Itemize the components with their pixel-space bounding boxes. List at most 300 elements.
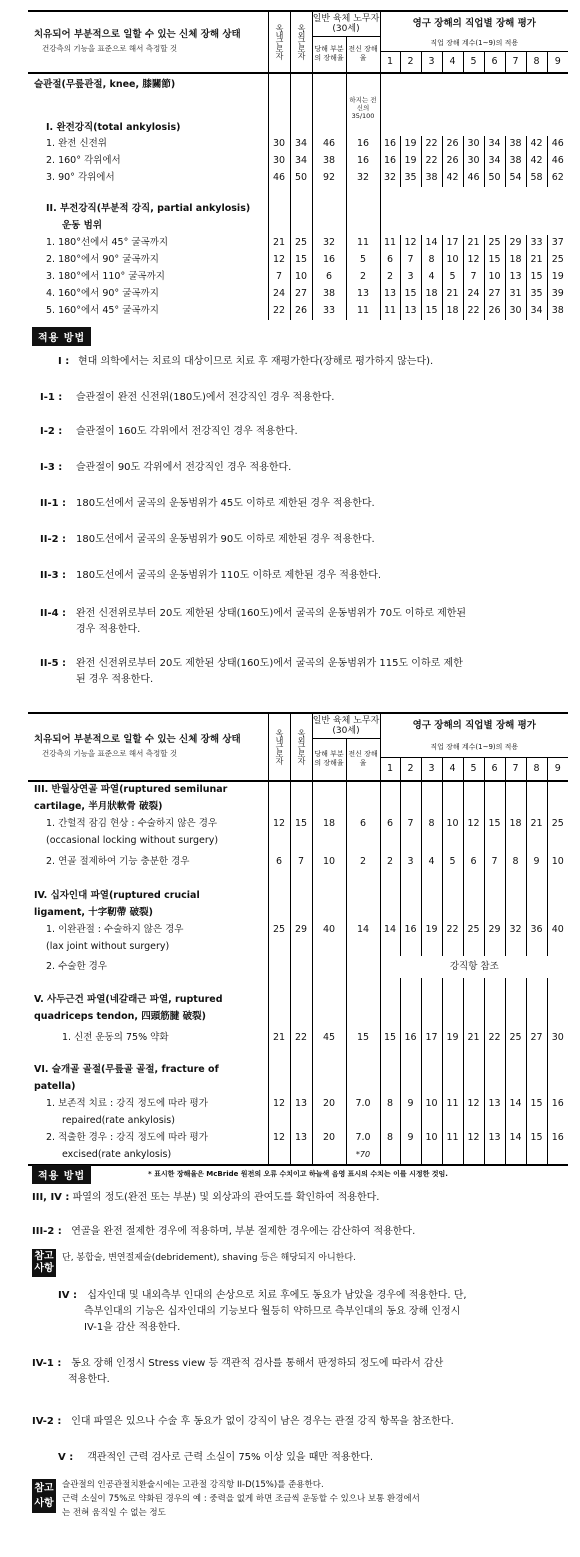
cell-empty [268, 833, 290, 850]
item-key: IV-2 : [32, 1416, 62, 1427]
cell-partial: 45 [312, 1026, 346, 1050]
cell-grade: 15 [526, 269, 547, 286]
cell-indoor: 30 [268, 136, 290, 153]
cell-empty [380, 833, 400, 850]
method1-item [40, 460, 568, 476]
row-label: 2. 적출한 경우 : 강직 정도에 따라 평가 [28, 1130, 268, 1147]
cell-empty [346, 833, 380, 850]
cell-empty [290, 1009, 312, 1026]
cell-empty [400, 1079, 421, 1096]
cell-empty [442, 992, 463, 1009]
item-text-cont: 적용한다. [68, 1374, 110, 1385]
cell-indoor: 25 [268, 922, 290, 939]
cell-whole: 2 [346, 850, 380, 874]
cell-indoor: 12 [268, 1130, 290, 1147]
cell-grade: 13 [505, 269, 526, 286]
cell-grade: 30 [505, 303, 526, 320]
cell-grade: 46 [547, 153, 568, 170]
cell-empty [290, 781, 312, 799]
cell-empty [400, 1062, 421, 1079]
cell-empty [547, 939, 568, 956]
cell-empty [380, 1050, 400, 1062]
cell-outdoor: 15 [290, 252, 312, 269]
row-label [28, 874, 268, 888]
cell-empty [442, 1009, 463, 1026]
item-text: 객관적인 근력 검사로 근력 소실이 75% 이상 있을 때만 적용한다. [87, 1452, 374, 1463]
cell-outdoor: 29 [290, 922, 312, 939]
cell-whole: 5 [346, 252, 380, 269]
table-row [28, 888, 568, 905]
footnote: * 표시한 장해율은 McBride 원전의 오류 수치이고 하늘색 음영 표시의 수치는 이를 시정한 것임. [148, 1170, 448, 1178]
cell-empty [526, 1062, 547, 1079]
cell-empty [400, 1050, 421, 1062]
row-label: 4. 160°에서 90° 굴곡까지 [28, 286, 268, 303]
cell-empty [547, 799, 568, 816]
cell-grade: 26 [442, 136, 463, 153]
cell-grade: 62 [547, 170, 568, 187]
column-subtitle: 건강측의 기능을 표준으로 해서 측정할 것 [42, 43, 178, 53]
cell-grade: 16 [383, 155, 397, 166]
cell-grade: 10 [547, 850, 568, 874]
cell-empty [463, 1050, 484, 1062]
cell-empty [400, 905, 421, 922]
cell-empty [290, 1147, 312, 1165]
table-row [28, 170, 568, 187]
cell-empty [312, 1050, 346, 1062]
method1-item [58, 354, 580, 370]
cell-empty [463, 874, 484, 888]
whole-rate-header: 전신 장해율 [346, 37, 380, 73]
cell-empty [421, 905, 442, 922]
table-row [28, 956, 568, 978]
method1-item [40, 496, 568, 512]
cell-empty [421, 1062, 442, 1079]
cell-empty [346, 956, 380, 978]
cell-grade: 42 [442, 170, 463, 187]
indoor-worker-header: 옥내근로자 [268, 11, 290, 73]
cell-grade: 22 [442, 922, 463, 939]
cell-partial: 20 [312, 1096, 346, 1113]
cell-grade: 21 [463, 1026, 484, 1050]
cell-grade: 46 [547, 136, 568, 153]
cell-grade: 25 [547, 816, 568, 833]
general-laborer-header: 일반 육체 노무자(30세) [312, 11, 380, 37]
cell-empty [442, 1062, 463, 1079]
grade-header: 9 [547, 757, 568, 781]
cell-empty [268, 978, 290, 992]
item-text: 슬관절이 완전 신전위(180도)에서 전강직인 경우 적용한다. [76, 392, 335, 403]
table-row [28, 286, 568, 303]
cell-empty [312, 799, 346, 816]
cell-empty [463, 781, 484, 799]
cell-whole: 11 [346, 303, 380, 320]
cell-empty [290, 1079, 312, 1096]
cell-empty [268, 888, 290, 905]
cell-grade: 13 [383, 288, 397, 299]
cell-empty [268, 939, 290, 956]
cell-empty [505, 781, 526, 799]
cell-empty [421, 1113, 442, 1130]
table-row [28, 153, 568, 170]
cell-empty [505, 1147, 526, 1165]
cell-empty [484, 1113, 505, 1130]
cell-grade: 26 [442, 153, 463, 170]
cell-empty [421, 833, 442, 850]
cell-grade: 36 [526, 922, 547, 939]
cell-empty [526, 833, 547, 850]
cell-grade: 13 [484, 1096, 505, 1113]
group-title: I. 완전강직(total ankylosis) [28, 96, 268, 136]
cell-empty [505, 1079, 526, 1096]
cell-empty [547, 781, 568, 799]
cell-empty [526, 992, 547, 1009]
cell-grade: 12 [463, 816, 484, 833]
cell-grade: 24 [463, 286, 484, 303]
item-text-cont: 경우 적용한다. [76, 624, 141, 635]
cell-empty [268, 956, 290, 978]
cell-indoor: 6 [268, 850, 290, 874]
whole-rate-header: 전신 장해율 [346, 739, 380, 781]
cell-empty [312, 1113, 346, 1130]
cell-partial: 20 [312, 1130, 346, 1147]
cell-empty [484, 799, 505, 816]
cell-empty [346, 978, 380, 992]
cell-empty [505, 939, 526, 956]
grade-header: 3 [421, 757, 442, 781]
item-text: 동요 장해 인정시 Stress view 등 객관적 검사를 통해서 판정하되 정도에 따라서 감산 [71, 1358, 444, 1369]
cell-grade: 38 [505, 136, 526, 153]
cell-grade: 27 [526, 1026, 547, 1050]
cell-grade: 6 [386, 254, 394, 265]
cell-grade: 9 [400, 1130, 421, 1147]
cell-grade: 6 [463, 850, 484, 874]
table-row [28, 269, 568, 286]
row-label: 2. 180°에서 90° 굴곡까지 [28, 252, 268, 269]
cell-empty [526, 939, 547, 956]
cell-grade: 37 [547, 235, 568, 252]
cell-empty [268, 1062, 290, 1079]
cell-grade: 40 [547, 922, 568, 939]
cell-grade: 13 [484, 1130, 505, 1147]
cell-empty [526, 978, 547, 992]
cell-grade: 38 [547, 303, 568, 320]
cell-whole: 16 [346, 153, 380, 170]
item-text: 180도선에서 굴곡의 운동범위가 45도 이하로 제한된 경우 적용한다. [76, 498, 375, 509]
cell-empty [442, 799, 463, 816]
method-badge: 적용 방법 [32, 1165, 91, 1184]
cell-empty [346, 888, 380, 905]
cell-grade: 13 [400, 303, 421, 320]
item-text: 슬관절이 160도 각위에서 전강직인 경우 적용한다. [76, 426, 298, 437]
reference-block [62, 1478, 568, 1520]
cell-empty [421, 1050, 442, 1062]
indoor-worker-header: 옥내근로자 [268, 713, 290, 781]
cell-grade: 10 [421, 1096, 442, 1113]
cell-empty [505, 888, 526, 905]
cell-empty [442, 874, 463, 888]
cell-empty [505, 1113, 526, 1130]
cell-grade: 50 [484, 170, 505, 187]
cell-empty [380, 1009, 400, 1026]
row-label: patella) [28, 1079, 268, 1096]
cell-empty [421, 1079, 442, 1096]
cell-empty [463, 888, 484, 905]
cell-empty [484, 833, 505, 850]
cell-grade: 32 [505, 922, 526, 939]
partial-rate-header: 당해 부분의 장해율 [312, 739, 346, 781]
table-row [28, 1062, 568, 1079]
grade-header: 7 [505, 757, 526, 781]
cell-grade: 42 [526, 153, 547, 170]
row-label [28, 978, 268, 992]
cell-grade: 29 [505, 235, 526, 252]
cell-empty [312, 833, 346, 850]
method1-item [40, 606, 568, 638]
cell-whole: 7.0 [346, 1130, 380, 1147]
cell-grade: 6 [386, 818, 394, 829]
cell-grade: 4 [421, 850, 442, 874]
cell-empty [442, 1050, 463, 1062]
cell-empty [484, 1050, 505, 1062]
cell-grade: 14 [505, 1130, 526, 1147]
item-text: 연골을 완전 절제한 경우에 적용하며, 부분 절제한 경우에는 감산하여 적용한다. [71, 1226, 416, 1237]
cell-outdoor: 13 [290, 1130, 312, 1147]
cell-empty [547, 992, 568, 1009]
grade-header: 8 [526, 757, 547, 781]
row-label: 3. 180°에서 110° 굴곡까지 [28, 269, 268, 286]
table2-rows [28, 781, 568, 1165]
cell-partial: 10 [312, 850, 346, 874]
row-label: III. 반월상연골 파열(ruptured semilunar [28, 781, 268, 799]
table-row [28, 252, 568, 269]
cell-empty [312, 956, 346, 978]
cell-grade: 8 [505, 850, 526, 874]
cell-empty [290, 1062, 312, 1079]
cell-empty [346, 799, 380, 816]
reference-line: 는 전혀 움직일 수 없는 정도 [62, 1508, 166, 1518]
cell-empty [463, 1079, 484, 1096]
cell-empty [526, 781, 547, 799]
cell-outdoor: 50 [290, 170, 312, 187]
cell-partial: 92 [312, 170, 346, 187]
cell-partial: 40 [312, 922, 346, 939]
cell-empty [505, 992, 526, 1009]
cell-empty [312, 781, 346, 799]
column-title: 치유되어 부분적으로 일할 수 있는 신체 장해 상태 [34, 733, 241, 745]
table-row [28, 136, 568, 153]
grade-header: 5 [463, 757, 484, 781]
cell-grade: 21 [463, 235, 484, 252]
cell-empty [421, 874, 442, 888]
column-subtitle: 건강측의 기능을 표준으로 해서 측정할 것 [42, 748, 178, 758]
cell-grade: 30 [463, 153, 484, 170]
cell-indoor: 12 [268, 1096, 290, 1113]
cell-empty [312, 1079, 346, 1096]
cell-empty [380, 1113, 400, 1130]
cell-grade: 14 [421, 235, 442, 252]
general-laborer-header: 일반 육체 노무자(30세) [312, 713, 380, 739]
cell-grade: 8 [421, 816, 442, 833]
cell-empty [312, 992, 346, 1009]
row-label: 1. 이완관절 : 수술하지 않은 경우 [28, 922, 268, 939]
section-title: 슬관절(무릎관절, knee, 膝關節) [28, 73, 268, 96]
cell-empty [380, 799, 400, 816]
disability-table-2 [28, 712, 568, 1166]
cell-empty [484, 905, 505, 922]
cell-empty [421, 1147, 442, 1165]
item-key: II-2 : [40, 534, 67, 545]
cell-empty [290, 833, 312, 850]
cell-empty [400, 939, 421, 956]
cell-empty [312, 888, 346, 905]
method1-item [40, 568, 568, 584]
occupational-subheader: 직업 장해 계수(1~9)의 적용 [380, 739, 568, 758]
outdoor-worker-header: 옥외근로자 [290, 713, 312, 781]
cell-empty [400, 781, 421, 799]
cell-indoor: 12 [268, 816, 290, 833]
cell-indoor: 46 [268, 170, 290, 187]
cell-grade: 7 [484, 850, 505, 874]
table-row [28, 1009, 568, 1026]
cell-grade: 16 [383, 138, 397, 149]
cell-grade: 19 [442, 1026, 463, 1050]
cell-indoor: 7 [268, 269, 290, 286]
cell-empty [526, 1113, 547, 1130]
cell-empty [526, 888, 547, 905]
reference-text: 단, 봉합술, 변연절제술(debridement), shaving 등은 해당되지 아니한다. [62, 1253, 356, 1263]
cell-grade: 18 [442, 303, 463, 320]
row-label: cartilage, 半月狀軟骨 破裂) [28, 799, 268, 816]
grade-header: 7 [505, 51, 526, 73]
cell-empty [547, 888, 568, 905]
grade-header: 4 [442, 51, 463, 73]
item-text-cont: IV-1을 감산 적용한다. [84, 1322, 181, 1333]
table-row [28, 922, 568, 939]
cell-empty [290, 939, 312, 956]
cell-empty [547, 874, 568, 888]
method2-p3 [58, 1288, 568, 1336]
table-row [28, 799, 568, 816]
cell-empty [484, 1062, 505, 1079]
cell-grade: 31 [505, 286, 526, 303]
cell-empty [526, 1079, 547, 1096]
item-key: V : [58, 1452, 74, 1463]
grade-header: 3 [421, 51, 442, 73]
cell-empty [312, 978, 346, 992]
cell-empty [463, 905, 484, 922]
row-label: 1. 보존적 치료 : 강직 정도에 따라 평가 [28, 1096, 268, 1113]
cell-whole: 6 [346, 816, 380, 833]
cell-whole: 32 [346, 170, 380, 187]
cell-empty [547, 1062, 568, 1079]
cell-empty [463, 1009, 484, 1026]
cell-empty [268, 905, 290, 922]
cell-empty [463, 833, 484, 850]
grade-header: 2 [400, 51, 421, 73]
cell-grade: 8 [386, 1098, 394, 1109]
cell-empty [526, 799, 547, 816]
cell-partial: 6 [312, 269, 346, 286]
cell-empty [268, 1009, 290, 1026]
row-label: IV. 십자인대 파열(ruptured crucial [28, 888, 268, 905]
reference-line: 근력 소실이 75%로 약화된 경우의 예 : 중력을 없게 하면 조금씩 운동할 수 있으나 보통 환경에서 [62, 1494, 420, 1504]
cell-grade: 38 [421, 170, 442, 187]
cell-empty [312, 1009, 346, 1026]
item-key: IV-1 : [32, 1358, 62, 1369]
cell-empty [526, 1050, 547, 1062]
table-row [28, 1079, 568, 1096]
cell-empty [346, 1009, 380, 1026]
cell-empty [421, 978, 442, 992]
cell-grade: 15 [400, 286, 421, 303]
cell-empty [526, 1147, 547, 1165]
cell-grade: 11 [442, 1096, 463, 1113]
cell-indoor: 22 [268, 303, 290, 320]
cell-empty [484, 1009, 505, 1026]
cell-empty [346, 1079, 380, 1096]
cell-empty [290, 874, 312, 888]
row-label: 1. 신전 운동의 75% 약화 [28, 1026, 268, 1050]
item-text: 180도선에서 굴곡의 운동범위가 110도 이하로 제한된 경우 적용한다. [76, 570, 382, 581]
item-key: III-2 : [32, 1226, 62, 1237]
table-row [28, 816, 568, 833]
cell-grade: 30 [547, 1026, 568, 1050]
cell-empty [421, 799, 442, 816]
method2-p4 [32, 1356, 560, 1388]
table-row [28, 978, 568, 992]
cell-empty [463, 978, 484, 992]
cell-empty [268, 781, 290, 799]
cell-grade: 3 [400, 269, 421, 286]
cell-empty [380, 874, 400, 888]
method1-item [40, 390, 568, 406]
table-row [28, 235, 568, 252]
cell-whole: 14 [346, 922, 380, 939]
cell-empty [505, 833, 526, 850]
cell-empty [268, 992, 290, 1009]
reference-badge: 참고사항 [32, 1249, 56, 1277]
item-key: I-3 : [40, 462, 63, 473]
cell-grade: 27 [484, 286, 505, 303]
cell-grade: 22 [421, 136, 442, 153]
table-row [28, 905, 568, 922]
cell-grade: 4 [421, 269, 442, 286]
cell-empty [290, 905, 312, 922]
cell-empty [484, 939, 505, 956]
cell-grade: 22 [463, 303, 484, 320]
cell-empty [421, 992, 442, 1009]
cell-grade: 15 [484, 816, 505, 833]
cell-partial: 32 [312, 235, 346, 252]
table-row [28, 850, 568, 874]
cell-empty [442, 939, 463, 956]
item-key: I : [58, 356, 70, 367]
cell-grade: 11 [383, 305, 397, 316]
row-label [28, 1050, 268, 1062]
row-label: 2. 연골 절제하여 기능 충분한 경우 [28, 850, 268, 874]
cell-outdoor: 10 [290, 269, 312, 286]
method1-item [40, 424, 568, 440]
item-text: 현대 의학에서는 치료의 대상이므로 치료 후 재평가한다(장해로 평가하지 않는다). [78, 356, 434, 367]
cell-empty [484, 781, 505, 799]
cell-grade: 25 [547, 252, 568, 269]
cell-empty [346, 874, 380, 888]
row-label: 5. 160°에서 45° 굴곡까지 [28, 303, 268, 320]
see-ankylosis-note: 강직항 참조 [449, 960, 499, 972]
cell-grade: 18 [505, 252, 526, 269]
grade-header: 1 [380, 757, 400, 781]
row-label: 2. 160° 각위에서 [28, 153, 268, 170]
